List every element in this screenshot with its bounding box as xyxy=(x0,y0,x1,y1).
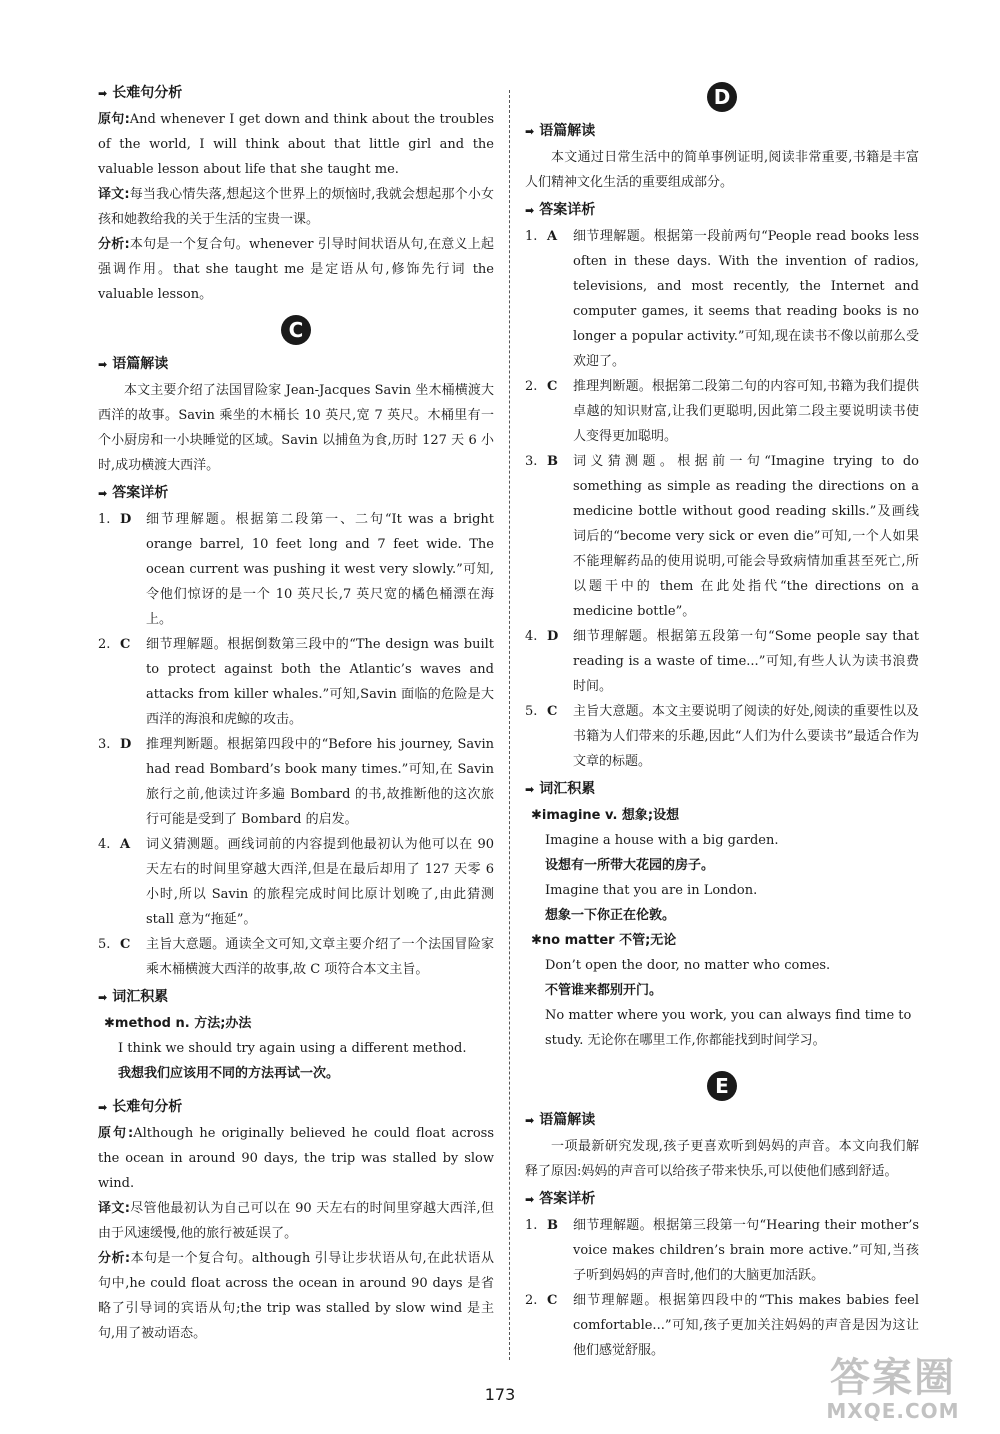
vocab-example-translation: 不管谁来都别开门。 xyxy=(545,983,663,998)
vocab-word: ✱imagine v. 想象;设想 xyxy=(531,808,680,823)
arrow-icon: ➡ xyxy=(98,358,108,371)
section-heading: ➡ 语篇解读 xyxy=(525,1112,596,1128)
vocab-example: No matter where you work, you can always find time to study. 无论你在哪里工作,你都能找到时间学习。 xyxy=(545,1008,912,1048)
passage-summary: 本文通过日常生活中的简单事例证明,阅读非常重要,书籍是丰富人们精神文化生活的重要组成部分。 xyxy=(525,150,919,190)
vocab-example-translation: 设想有一所带大花园的房子。 xyxy=(545,858,715,873)
section-heading: ➡ 词汇积累 xyxy=(98,989,169,1005)
vocab-example: Imagine a house with a big garden. xyxy=(545,833,779,848)
answer-item: 2. C 细节理解题。根据倒数第三段中的“The design was built to protect against both the Atlantic’s waves and attacks from killer whales.”可知,Savin 面临的危险是大西洋的海浪和虎鲸的攻击。 xyxy=(98,637,494,727)
analysis: 分析:本句是一个复合句。although 引导让步状语从句,在此状语从句中,he could float across the ocean in around 90 days 是省略了引导词的宾语从句;the trip was stalled by slow wind 是主句,用了被动语态。 xyxy=(98,1251,494,1341)
right-column xyxy=(525,78,919,1363)
answer-item: 4. D 细节理解题。根据第五段第一句“Some people say that reading is a waste of time...”可知,有些人认为读书浪费时间。 xyxy=(525,629,919,694)
answer-item: 1. D 细节理解题。根据第二段第一、二句“It was a bright orange barrel, 10 feet long and 7 feet wide. The ocean current was pushing it west very slowly.”可知,令他们惊讶的是一个 10 英尺长,7 英尺宽的橘色桶漂在海上。 xyxy=(98,512,494,627)
answer-list xyxy=(98,507,494,982)
arrow-icon: ➡ xyxy=(525,204,535,217)
arrow-icon: ➡ xyxy=(525,1114,535,1127)
section-heading: ➡ 语篇解读 xyxy=(98,356,169,372)
answer-item: 1. A 细节理解题。根据第一段前两句“People read books less often in these days. With the invention of radios, televisions, and most recently, the Internet and computer games, it seems that reading books is no longer a popular activity.”可知,现在读书不像以前那么受欢迎了。 xyxy=(525,229,919,369)
answer-item: 5. C 主旨大意题。本文主要说明了阅读的好处,阅读的重要性以及书籍为人们带来的乐趣,因此“人们为什么要读书”最适合作为文章的标题。 xyxy=(525,704,919,769)
section-e-badge: E xyxy=(707,1071,737,1101)
section-heading: ➡ 长难句分析 xyxy=(98,1099,183,1115)
arrow-icon: ➡ xyxy=(525,125,535,138)
vocab-example: I think we should try again using a different method. xyxy=(118,1041,467,1056)
section-heading: ➡ 答案详析 xyxy=(98,485,169,501)
section-heading: ➡ 语篇解读 xyxy=(525,123,596,139)
section-heading: ➡ 词汇积累 xyxy=(525,781,596,797)
answer-item: 1. B 细节理解题。根据第三段第一句“Hearing their mother’s voice makes children’s brain more active.”可知,当孩子听到妈妈的声音时,他们的大脑更加活跃。 xyxy=(525,1218,919,1283)
vocab-example: Imagine that you are in London. xyxy=(545,883,758,898)
page-number: 173 xyxy=(484,1385,516,1404)
left-column xyxy=(98,78,494,1346)
vocab-word: ✱no matter 不管;无论 xyxy=(531,933,677,948)
column-divider xyxy=(509,90,510,1360)
analysis: 分析:本句是一个复合句。whenever 引导时间状语从句,在意义上起强调作用。that she taught me 是定语从句,修饰先行词 the valuable lesson。 xyxy=(98,237,495,302)
original-sentence: 原句:Although he originally believed he could float across the ocean in around 90 days, the trip was stalled by slow wind. xyxy=(98,1126,494,1191)
vocab-example: Don’t open the door, no matter who comes. xyxy=(545,958,831,973)
arrow-icon: ➡ xyxy=(98,1101,108,1114)
section-d-badge: D xyxy=(707,82,737,112)
arrow-icon: ➡ xyxy=(98,87,108,100)
arrow-icon: ➡ xyxy=(98,487,108,500)
section-heading: ➡ 答案详析 xyxy=(525,1191,596,1207)
section-c-badge: C xyxy=(281,315,311,345)
passage-summary: 本文主要介绍了法国冒险家 Jean-Jacques Savin 坐木桶横渡大西洋的故事。Savin 乘坐的木桶长 10 英尺,宽 7 英尺。木桶里有一个小厨房和一小块睡觉的区域。Savin 以捕鱼为食,历时 127 天 6 小时,成功横渡大西洋。 xyxy=(98,383,494,473)
passage-summary: 一项最新研究发现,孩子更喜欢听到妈妈的声音。本文向我们解释了原因:妈妈的声音可以给孩子带来快乐,可以使他们感到舒适。 xyxy=(525,1139,919,1179)
vocab-block xyxy=(98,1011,494,1086)
original-sentence: 原句:And whenever I get down and think about the troubles of the world, I will think about that little girl and the valuable lesson about life that she taught me. xyxy=(98,112,494,177)
answer-item: 2. C 推理判断题。根据第二段第二句的内容可知,书籍为我们提供卓越的知识财富,让我们更聪明,因此第二段主要说明读书使人变得更加聪明。 xyxy=(525,379,919,444)
answer-item: 4. A 词义猜测题。画线词前的内容提到他最初认为他可以在 90 天左右的时间里穿越大西洋,但是在最后却用了 127 天零 6 小时,所以 Savin 的旅程完成时间比原计划晚了,由此猜测 stall 意为“拖延”。 xyxy=(98,837,494,927)
translation: 译文:尽管他最初认为自己可以在 90 天左右的时间里穿越大西洋,但由于风速缓慢,他的旅行被延误了。 xyxy=(98,1201,494,1241)
arrow-icon: ➡ xyxy=(525,783,535,796)
section-heading xyxy=(98,80,494,107)
answer-item: 5. C 主旨大意题。通读全文可知,文章主要介绍了一个法国冒险家乘木桶横渡大西洋的故事,故 C 项符合本文主旨。 xyxy=(98,937,494,977)
translation: 译文:每当我心情失落,想起这个世界上的烦恼时,我就会想起那个小女孩和她教给我的关于生活的宝贵一课。 xyxy=(98,187,495,227)
heading-text: 长难句分析 xyxy=(112,85,183,101)
answer-item: 3. B 词义猜测题。根据前一句“Imagine trying to do something as simple as reading the directions on a medicine bottle without good reading skills.”及画线词后的“become very sick or even die”可知,一个人如果不能理解药品的使用说明,可能会导致病情加重甚至死亡,所以题干中的 them 在此处指代“the directions on a medicine bottle”。 xyxy=(525,454,919,619)
answer-list xyxy=(525,224,919,774)
arrow-icon: ➡ xyxy=(98,991,108,1004)
answer-item: 2. C 细节理解题。根据第四段中的“This makes babies feel comfortable...”可知,孩子更加关注妈妈的声音是因为这让他们感觉舒服。 xyxy=(525,1293,919,1358)
vocab-example-translation: 我想我们应该用不同的方法再试一次。 xyxy=(118,1066,340,1081)
answer-item: 3. D 推理判断题。根据第四段中的“Before his journey, Savin had read Bombard’s book many times.”可知,在 Savin 旅行之前,他读过许多遍 Bombard 的书,故推断他的这次旅行可能是受到了 Bombard 的启发。 xyxy=(98,737,494,827)
vocab-example-translation: 想象一下你正在伦敦。 xyxy=(545,908,676,923)
arrow-icon: ➡ xyxy=(525,1193,535,1206)
section-heading: ➡ 答案详析 xyxy=(525,202,596,218)
watermark-logo: 答案圈 MXQE.COM xyxy=(826,1355,960,1423)
vocab-word: ✱method n. 方法;办法 xyxy=(104,1016,252,1031)
answer-list xyxy=(525,1213,919,1363)
vocab-block xyxy=(525,803,919,1053)
